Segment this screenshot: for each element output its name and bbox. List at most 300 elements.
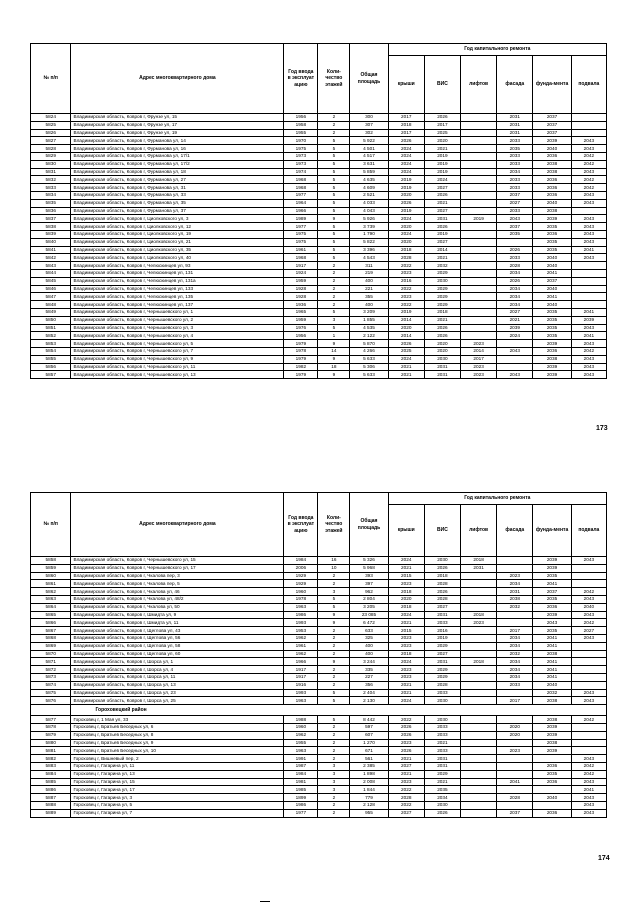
cell-vis: 2030 <box>424 277 460 285</box>
cell-vis: 2021 <box>424 739 460 747</box>
cell-address: Владимирская область, Ковров г, Чернышевского ул, 15 <box>71 557 284 565</box>
cell-year: 1960 <box>284 723 318 731</box>
cell-num: 5825 <box>31 121 71 129</box>
cell-lifts <box>461 254 497 262</box>
cell-roofs: 2021 <box>388 619 424 627</box>
cell-year: 1916 <box>284 681 318 689</box>
cell-vis: 2029 <box>424 770 460 778</box>
cell-floors: 5 <box>318 603 350 611</box>
cell-area: 400 <box>350 301 388 309</box>
cell-lifts <box>461 739 497 747</box>
cell-area: 393 <box>350 572 388 580</box>
cell-basement: 2042 <box>571 176 606 184</box>
cell-year: 1968 <box>284 184 318 192</box>
cell-vis: 2016 <box>424 627 460 635</box>
cell-facade: 2039 <box>497 324 533 332</box>
table-row <box>31 285 607 293</box>
cell-basement: 2043 <box>571 223 606 231</box>
cell-basement <box>571 739 606 747</box>
cell-num: 5847 <box>31 293 71 301</box>
cell-address: Владимирская область, Ковров г, Чернышевского ул, 13 <box>71 371 284 379</box>
cell-roofs: 2024 <box>388 145 424 153</box>
cell-floors: 2 <box>318 277 350 285</box>
cell-roofs: 2023 <box>388 642 424 650</box>
cell-year: 1959 <box>284 277 318 285</box>
table-row <box>31 137 607 145</box>
cell-year: 1977 <box>284 191 318 199</box>
cell-lifts <box>461 770 497 778</box>
cell-basement: 2043 <box>571 634 606 642</box>
cell-year: 1977 <box>284 809 318 817</box>
header-repair-group: Год капитального ремонта <box>388 44 606 56</box>
cell-roofs: 2026 <box>388 340 424 348</box>
cell-num: 5855 <box>31 355 71 363</box>
cell-floors: 2 <box>318 580 350 588</box>
cell-year: 1968 <box>284 254 318 262</box>
cell-facade <box>497 786 533 794</box>
header-foundation: фунда-мента <box>533 505 571 557</box>
cell-year: 1979 <box>284 340 318 348</box>
cell-facade: 2023 <box>497 572 533 580</box>
cell-lifts: 2018 <box>461 658 497 666</box>
table-row <box>31 184 607 192</box>
cell-lifts <box>461 572 497 580</box>
cell-basement: 2043 <box>571 371 606 379</box>
table-row <box>31 801 607 809</box>
cell-basement: 2041 <box>571 332 606 340</box>
header-floors: Коли-чество этажей <box>318 493 350 557</box>
cell-year: 1981 <box>284 778 318 786</box>
cell-floors: 2 <box>318 755 350 763</box>
cell-lifts: 2017 <box>461 355 497 363</box>
cell-num: 5838 <box>31 223 71 231</box>
cell-area: 2 521 <box>350 191 388 199</box>
cell-lifts <box>461 747 497 755</box>
cell-vis: 2031 <box>424 363 460 371</box>
header-repair-group: Год капитального ремонта <box>388 493 606 505</box>
cell-area: 5 822 <box>350 238 388 246</box>
cell-year: 1966 <box>284 207 318 215</box>
cell-foundation: 2041 <box>533 642 571 650</box>
cell-vis: 2021 <box>424 199 460 207</box>
cell-num: 5887 <box>31 794 71 802</box>
cell-basement <box>571 658 606 666</box>
cell-floors: 5 <box>318 238 350 246</box>
header-facade: фасада <box>497 505 533 557</box>
cell-address: Владимирская область, Ковров г, Чернышевского ул, 3 <box>71 324 284 332</box>
cell-facade <box>497 801 533 809</box>
table-row <box>31 611 607 619</box>
cell-roofs: 2026 <box>388 747 424 755</box>
cell-area: 4 043 <box>350 207 388 215</box>
cell-floors: 5 <box>318 697 350 705</box>
header-num: № п/п <box>31 493 71 557</box>
cell-num: 5830 <box>31 160 71 168</box>
cell-year: 1991 <box>284 755 318 763</box>
cell-foundation: 2038 <box>533 716 571 724</box>
cell-vis: 2026 <box>424 588 460 596</box>
cell-year: 1953 <box>284 627 318 635</box>
cell-roofs: 2014 <box>388 316 424 324</box>
cell-foundation: 2038 <box>533 650 571 658</box>
table-row <box>31 627 607 635</box>
cell-num: 5829 <box>31 152 71 160</box>
cell-foundation: 2035 <box>533 572 571 580</box>
cell-num: 5843 <box>31 262 71 270</box>
table-row <box>31 238 607 246</box>
table-row <box>31 168 607 176</box>
cell-year: 1928 <box>284 285 318 293</box>
cell-num: 5863 <box>31 595 71 603</box>
cell-year: 1899 <box>284 794 318 802</box>
cell-vis: 2029 <box>424 301 460 309</box>
cell-basement <box>571 121 606 129</box>
cell-floors: 2 <box>318 129 350 137</box>
cell-vis: 2029 <box>424 642 460 650</box>
cell-area: 2 008 <box>350 778 388 786</box>
cell-year: 1986 <box>284 611 318 619</box>
cell-year: 1928 <box>284 293 318 301</box>
cell-area: 4 635 <box>350 176 388 184</box>
cell-foundation: 2038 <box>533 168 571 176</box>
cell-foundation: 2035 <box>533 223 571 231</box>
table-row <box>31 564 607 572</box>
cell-foundation: 2038 <box>533 160 571 168</box>
cell-foundation: 2035 <box>533 316 571 324</box>
cell-floors: 14 <box>318 347 350 355</box>
header-area: Общая площадь <box>350 493 388 557</box>
section-body <box>31 705 607 716</box>
cell-basement: 2027 <box>571 627 606 635</box>
cell-num: 5868 <box>31 634 71 642</box>
cell-vis: 2031 <box>424 371 460 379</box>
cell-basement: 2043 <box>571 230 606 238</box>
table-row <box>31 673 607 681</box>
cell-roofs: 2015 <box>388 627 424 635</box>
cell-num: 5859 <box>31 564 71 572</box>
cell-basement: 2043 <box>571 355 606 363</box>
cell-lifts <box>461 176 497 184</box>
cell-year: 1973 <box>284 160 318 168</box>
cell-address: Владимирская область, Ковров г, Шмидта ул, 9 <box>71 611 284 619</box>
cell-foundation: 2038 <box>533 697 571 705</box>
cell-vis: 2029 <box>424 269 460 277</box>
cell-address: Владимирская область, Ковров г, Челюскинцев ул, 93 <box>71 262 284 270</box>
cell-basement <box>571 681 606 689</box>
table-row <box>31 371 607 379</box>
cell-floors: 5 <box>318 168 350 176</box>
header-lifts: лифтов <box>461 56 497 114</box>
cell-basement: 2040 <box>571 603 606 611</box>
cell-area: 335 <box>350 666 388 674</box>
cell-num: 5835 <box>31 199 71 207</box>
cell-facade: 2032 <box>497 603 533 611</box>
table-row <box>31 697 607 705</box>
cell-num: 5866 <box>31 619 71 627</box>
cell-facade: 2028 <box>497 794 533 802</box>
cell-area: 1 270 <box>350 739 388 747</box>
cell-basement <box>571 580 606 588</box>
cell-lifts: 2018 <box>461 611 497 619</box>
cell-lifts: 2019 <box>461 215 497 223</box>
cell-vis: 2031 <box>424 658 460 666</box>
cell-address: Владимирская область, Ковров г, Шмидта ул, 11 <box>71 619 284 627</box>
cell-floors: 5 <box>318 152 350 160</box>
cell-roofs: 2020 <box>388 238 424 246</box>
cell-lifts <box>461 277 497 285</box>
cell-foundation: 2039 <box>533 557 571 565</box>
cell-facade: 2033 <box>497 160 533 168</box>
cell-floors: 5 <box>318 160 350 168</box>
cell-num: 5880 <box>31 739 71 747</box>
page-number: 174 <box>598 855 610 862</box>
table-row <box>31 293 607 301</box>
cell-foundation: 2035 <box>533 308 571 316</box>
cell-facade: 2037 <box>497 191 533 199</box>
cell-num: 5857 <box>31 371 71 379</box>
cell-num: 5870 <box>31 650 71 658</box>
cell-area: 397 <box>350 580 388 588</box>
cell-roofs: 2018 <box>388 650 424 658</box>
cell-facade: 2020 <box>497 723 533 731</box>
cell-roofs: 2024 <box>388 168 424 176</box>
cell-year: 1917 <box>284 673 318 681</box>
header-num: № п/п <box>31 44 71 114</box>
header-foundation: фунда-мента <box>533 56 571 114</box>
cell-basement <box>571 666 606 674</box>
table-row <box>31 619 607 627</box>
cell-address: Владимирская область, Ковров г, Чкалова ул, 50 <box>71 603 284 611</box>
cell-vis: 2029 <box>424 666 460 674</box>
cell-lifts: 2023 <box>461 371 497 379</box>
cell-facade: 2034 <box>497 269 533 277</box>
cell-floors: 3 <box>318 762 350 770</box>
cell-roofs: 2026 <box>388 199 424 207</box>
cell-foundation: 2040 <box>533 199 571 207</box>
cell-num: 5845 <box>31 277 71 285</box>
cell-facade: 2028 <box>497 262 533 270</box>
header-address: Адрес многоквартирного дома <box>71 44 284 114</box>
cell-address: Владимирская область, Ковров г, Щеглова ул, 60 <box>71 650 284 658</box>
cell-lifts <box>461 316 497 324</box>
cell-basement <box>571 673 606 681</box>
cell-floors: 3 <box>318 770 350 778</box>
cell-area: 2 385 <box>350 762 388 770</box>
cell-num: 5842 <box>31 254 71 262</box>
cell-year: 1955 <box>284 129 318 137</box>
cell-year: 1979 <box>284 355 318 363</box>
cell-address: Владимирская область, Ковров г, Фурманова ул, 16 <box>71 145 284 153</box>
cell-foundation: 2040 <box>533 285 571 293</box>
cell-vis: 2028 <box>424 580 460 588</box>
cell-lifts <box>461 650 497 658</box>
cell-vis: 2027 <box>424 184 460 192</box>
cell-facade <box>497 238 533 246</box>
cell-vis: 2027 <box>424 207 460 215</box>
cell-lifts <box>461 191 497 199</box>
cell-roofs: 2022 <box>388 801 424 809</box>
cell-year: 1963 <box>284 697 318 705</box>
cell-vis: 2019 <box>424 634 460 642</box>
cell-area: 5 922 <box>350 137 388 145</box>
cell-facade <box>497 619 533 627</box>
cell-floors: 5 <box>318 223 350 231</box>
cell-roofs: 2026 <box>388 137 424 145</box>
header-address: Адрес многоквартирного дома <box>71 493 284 557</box>
cell-facade <box>497 770 533 778</box>
cell-facade: 2034 <box>497 666 533 674</box>
cell-facade: 2033 <box>497 176 533 184</box>
cell-facade: 2034 <box>497 673 533 681</box>
cell-lifts <box>461 332 497 340</box>
header-vis: ВИС <box>424 505 460 557</box>
cell-vis: 2024 <box>424 176 460 184</box>
cell-vis: 2033 <box>424 689 460 697</box>
cell-facade <box>497 762 533 770</box>
cell-address: Владимирская область, Ковров г, Шорса ул, 4 <box>71 666 284 674</box>
cell-basement: 2042 <box>571 160 606 168</box>
cell-area: 5 633 <box>350 371 388 379</box>
cell-basement: 2043 <box>571 254 606 262</box>
cell-area: 3 396 <box>350 246 388 254</box>
cell-year: 1974 <box>284 168 318 176</box>
cell-address: Владимирская область, Ковров г, Фурманова ул, 27 <box>71 176 284 184</box>
cell-roofs: 2024 <box>388 152 424 160</box>
cell-floors: 5 <box>318 184 350 192</box>
cell-roofs: 2027 <box>388 809 424 817</box>
cell-num: 5875 <box>31 689 71 697</box>
cell-address: Владимирская область, Ковров г, Фурманова ул, 17/2 <box>71 160 284 168</box>
cell-year: 1963 <box>284 603 318 611</box>
cell-num: 5824 <box>31 114 71 122</box>
cell-floors: 9 <box>318 619 350 627</box>
cell-facade <box>497 689 533 697</box>
table-row <box>31 215 607 223</box>
table-row <box>31 809 607 817</box>
cell-address: Гороховец г, Братьев Беседных ул, 8 <box>71 731 284 739</box>
table-row <box>31 666 607 674</box>
cell-address: Гороховец г, Вишневый пер, 2 <box>71 755 284 763</box>
cell-area: 962 <box>350 588 388 596</box>
cell-facade: 2031 <box>497 114 533 122</box>
cell-foundation: 2036 <box>533 778 571 786</box>
cell-roofs: 2022 <box>388 262 424 270</box>
cell-facade: 2020 <box>497 731 533 739</box>
register-table-173 <box>30 43 607 379</box>
cell-area: 1 898 <box>350 770 388 778</box>
cell-foundation: 2036 <box>533 809 571 817</box>
cell-floors: 2 <box>318 731 350 739</box>
cell-roofs: 2014 <box>388 332 424 340</box>
cell-floors: 2 <box>318 723 350 731</box>
cell-foundation: 2036 <box>533 152 571 160</box>
cell-num: 5841 <box>31 246 71 254</box>
cell-lifts <box>461 786 497 794</box>
cell-area: 597 <box>350 723 388 731</box>
cell-facade: 2035 <box>497 145 533 153</box>
cell-lifts: 2018 <box>461 557 497 565</box>
cell-vis: 2033 <box>424 723 460 731</box>
cell-address: Владимирская область, Ковров г, Фурманова ул, 31 <box>71 184 284 192</box>
cell-lifts <box>461 809 497 817</box>
cell-facade: 2023 <box>497 747 533 755</box>
cell-floors: 5 <box>318 246 350 254</box>
cell-basement <box>571 207 606 215</box>
cell-year: 1978 <box>284 347 318 355</box>
cell-area: 4 501 <box>350 145 388 153</box>
cell-lifts <box>461 642 497 650</box>
cell-facade: 2035 <box>497 230 533 238</box>
cell-roofs: 2026 <box>388 731 424 739</box>
table-row <box>31 642 607 650</box>
cell-address: Владимирская область, Ковров г, Фрунзе ул, 15 <box>71 114 284 122</box>
cell-vis: 2033 <box>424 747 460 755</box>
table-row <box>31 650 607 658</box>
cell-vis: 2032 <box>424 262 460 270</box>
cell-address: Владимирская область, Ковров г, Шорса ул, 1 <box>71 658 284 666</box>
cell-basement: 2042 <box>571 619 606 627</box>
cell-vis: 2030 <box>424 355 460 363</box>
cell-roofs: 2015 <box>388 572 424 580</box>
table-row <box>31 778 607 786</box>
cell-address: Владимирская область, Ковров г, Циолковского ул, 12 <box>71 223 284 231</box>
cell-roofs: 2021 <box>388 371 424 379</box>
cell-area: 561 <box>350 755 388 763</box>
cell-roofs: 2022 <box>388 786 424 794</box>
cell-address: Владимирская область, Ковров г, Чкалова пер, 3 <box>71 572 284 580</box>
cell-facade: 2034 <box>497 301 533 309</box>
cell-floors: 5 <box>318 689 350 697</box>
cell-address: Владимирская область, Ковров г, Циолковского ул, 21 <box>71 238 284 246</box>
cell-lifts <box>461 716 497 724</box>
cell-facade <box>497 755 533 763</box>
cell-floors: 5 <box>318 145 350 153</box>
cell-area: 2 122 <box>350 332 388 340</box>
cell-facade: 2033 <box>497 137 533 145</box>
cell-num: 5873 <box>31 673 71 681</box>
cell-floors: 5 <box>318 324 350 332</box>
cell-basement: 2039 <box>571 316 606 324</box>
cell-vis: 2019 <box>424 230 460 238</box>
cell-lifts <box>461 223 497 231</box>
cell-year: 1917 <box>284 262 318 270</box>
cell-basement: 2043 <box>571 755 606 763</box>
cell-facade: 2034 <box>497 634 533 642</box>
cell-basement: 2043 <box>571 794 606 802</box>
table-row <box>31 254 607 262</box>
cell-num: 5852 <box>31 332 71 340</box>
cell-year: 1936 <box>284 301 318 309</box>
cell-foundation: 2040 <box>533 145 571 153</box>
cell-lifts <box>461 794 497 802</box>
cell-address: Владимирская область, Ковров г, Челюскинцев ул, 131 <box>71 269 284 277</box>
cell-floors: 2 <box>318 269 350 277</box>
cell-lifts <box>461 269 497 277</box>
cell-roofs: 2017 <box>388 129 424 137</box>
cell-area: 5 326 <box>350 557 388 565</box>
cell-address: Владимирская область, Ковров г, Щеглова ул, 58 <box>71 642 284 650</box>
cell-floors: 1 <box>318 332 350 340</box>
cell-address: Владимирская область, Ковров г, Чернышевского ул, 1 <box>71 308 284 316</box>
cell-floors: 3 <box>318 588 350 596</box>
cell-facade: 2031 <box>497 588 533 596</box>
cell-address: Гороховец г, Гагарина ул, 11 <box>71 762 284 770</box>
cell-num: 5882 <box>31 755 71 763</box>
cell-foundation: 2036 <box>533 762 571 770</box>
cell-roofs: 2025 <box>388 347 424 355</box>
cell-foundation: 2038 <box>533 739 571 747</box>
table-row <box>31 340 607 348</box>
